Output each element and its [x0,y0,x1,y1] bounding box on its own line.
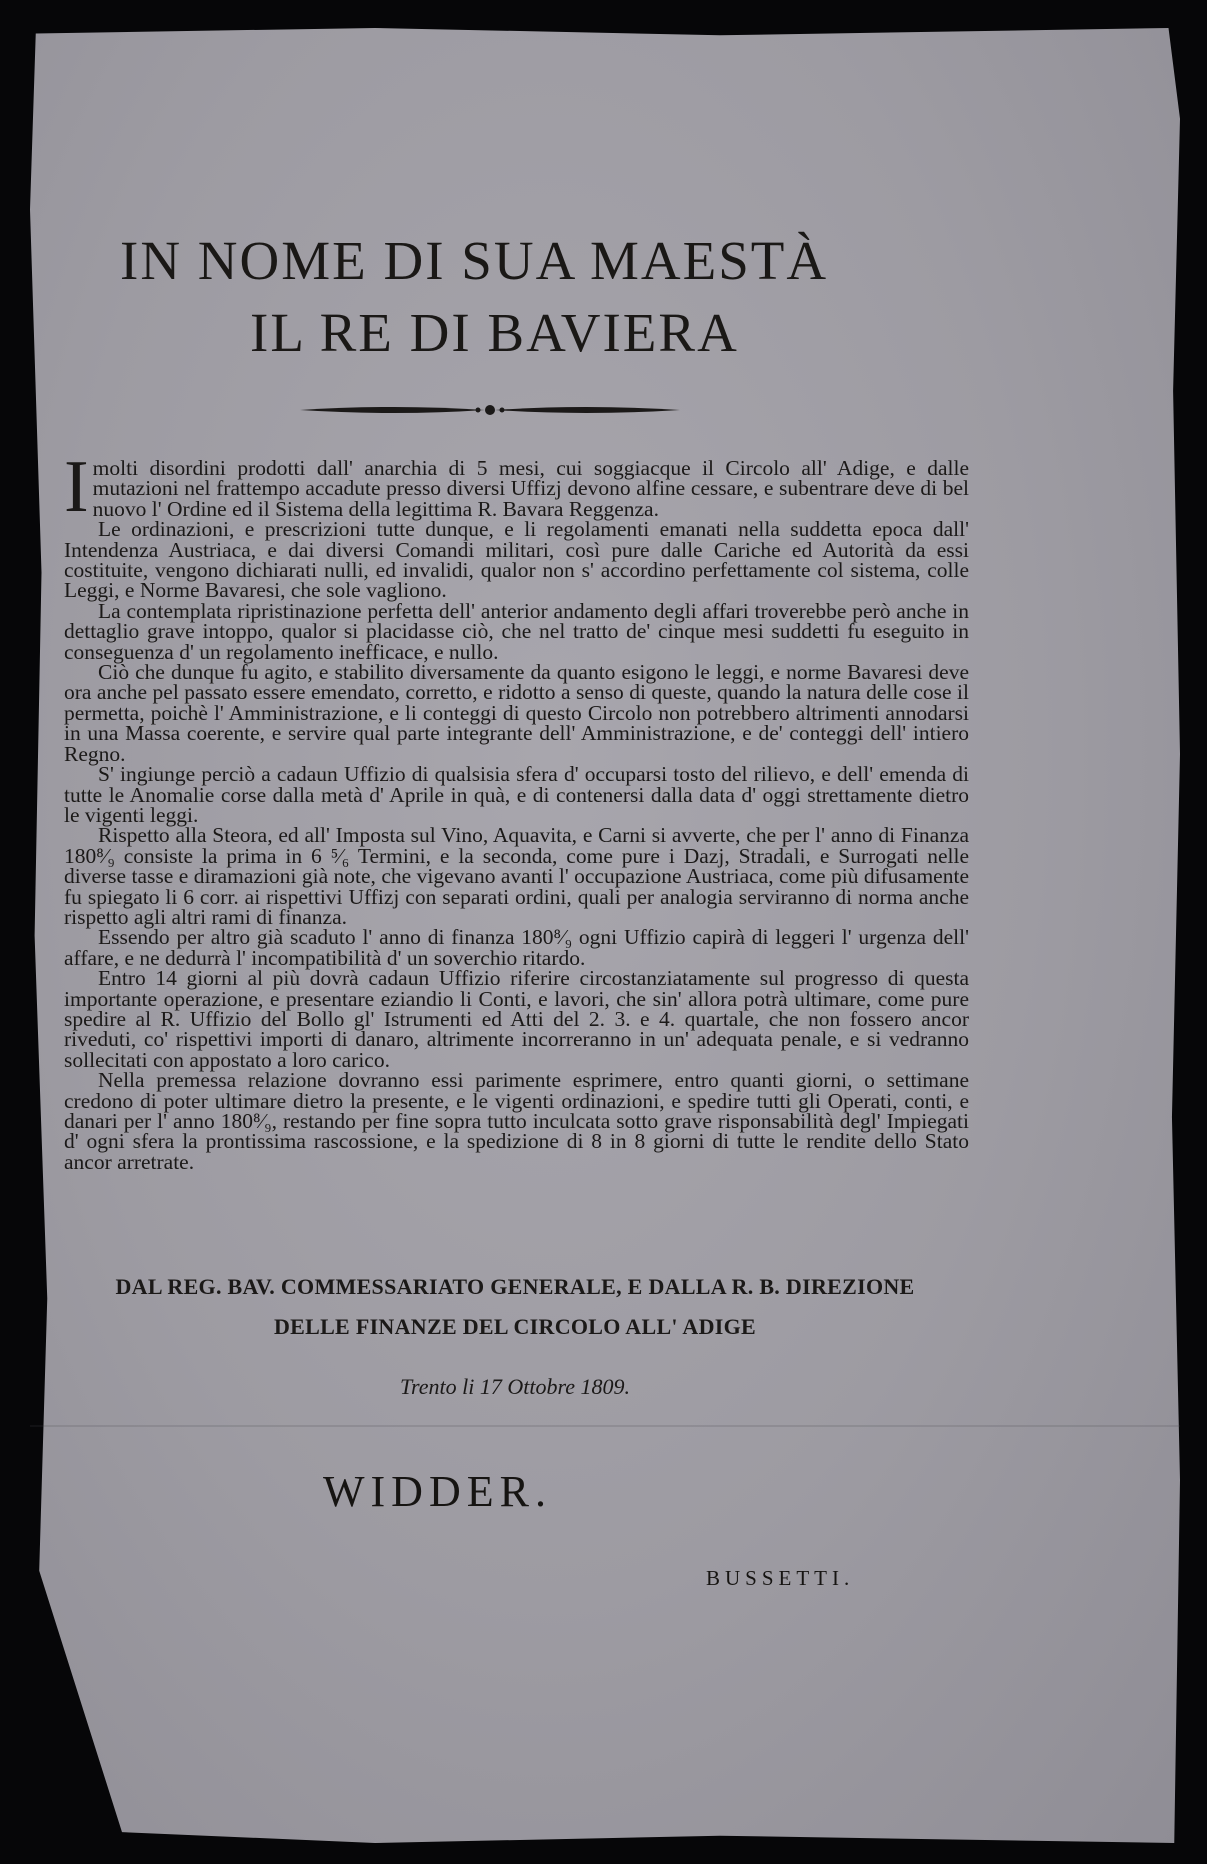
signature-widder: WIDDER. [323,1467,552,1516]
paragraph: Essendo per altro già scaduto l' anno di finanza 180⁸⁄₉ ogni Uffizio capirà di leggeri l' urgenza dell' affare, e ne dedurrà l' incompatibilità d' un soverchio ritardo. [64,925,969,970]
issuer-line-2: DELLE FINANZE DEL CIRCOLO ALL' ADIGE [273,1314,757,1339]
heading-line-1: IN NOME DI SUA MAESTÀ [120,230,829,291]
date-line: Trento li 17 Ottobre 1809. [400,1374,630,1399]
paragraph: Ciò che dunque fu agito, e stabilito diversamente da quanto esigono le leggi, e norme Bavaresi deve ora anche pel passato essere emendato, corretto, e ridotto a senso di queste, quando la natura delle cose il permetta, poichè l' Amministrazione, e li conteggi di questo Circolo non potrebbero altrimenti annodarsi in una Massa coerente, e servire qual parte integrante dell' Amministrazione, e de' conteggi dell' intiero Regno. [64,660,969,766]
paragraph: Entro 14 giorni al più dovrà cadaun Uffizio riferire circostanziatamente sul progresso di questa importante operazione, e presentare eziandio li Conti, e lavori, che sin' allora potrà ultimare, come pure spedire al R. Uffizio del Bollo gl' Istrumenti ed Atti del 2. 3. e 4. quartale, che non fossero ancor riveduti, co' rispettivi importi di danaro, altrimente incorreranno in un' adequata penale, e si vedranno sollecitati con appostato a loro carico. [64,966,969,1072]
paragraph-text: molti disordini prodotti dall' anarchia di 5 mesi, cui soggiacque il Circolo all' Adige, e dalle mutazioni nel frattempo accadute presso diversi Uffizj devono alfine cessare, e subentrare deve di bel nuovo l' Ordine ed il Sistema della legittima R. Bavara Reggenza. [92,456,969,521]
drop-cap: I [64,446,89,528]
heading-line-2: IL RE DI BAVIERA [250,302,739,363]
paragraph: La contemplata ripristinazione perfetta dell' anterior andamento degli affari troverebbe però anche in dettaglio grave intoppo, qualor si placidasse ciò, che nel tratto de' cinque mesi suddetti fu eseguito in conseguenza d' un regolamento inefficace, e nullo. [64,598,969,664]
issuer-line-1: DAL REG. BAV. COMMESSARIATO GENERALE, E DALLA R. B. DIREZIONE [115,1274,915,1299]
paragraph: S' ingiunge perciò a cadaun Uffizio di qualsisia sfera d' occuparsi tosto del rilievo, e dell' emenda di tutte le Anomalie corse dalla metà d' Aprile in quà, e di contenersi dalla data d' oggi strettamente dietro le vigenti leggi. [64,762,969,827]
ornament-divider [300,398,680,422]
paragraph: Nella premessa relazione dovranno essi parimente esprimere, entro quanti giorni, o settimane credono di poter ultimare dietro la presente, e le vigenti ordinazioni, e spedire tutti gli Operati, conti, e danari per l' anno 180⁸⁄₉, restando per fine sopra tutto inculcata sotto grave risponsabilità degl' Impiegati d' ogni sfera la prontissima rascossione, e la spedizione di 8 in 8 giorni di tutte le rendite dello Stato ancor arretrate. [64,1068,969,1174]
decree-body [64,446,969,1174]
paragraph: Le ordinazioni, e prescrizioni tutte dunque, e li regolamenti emanati nella suddetta epoca dall' Intendenza Austriaca, e dai diversi Comandi militari, così pure dalle Cariche ed Autorità da essi costituite, vengono dichiarati nulli, ed invalidi, qualor non s' accordino perfettamente col sistema, colle Leggi, e Norme Bavaresi, che sole vagliono. [64,517,969,603]
paragraph [64,446,969,528]
paragraph: Rispetto alla Steora, ed all' Imposta sul Vino, Aquavita, e Carni si avverte, che per l' anno di Finanza 180⁸⁄₉ consiste la prima in 6 ⁵⁄₆ Termini, e la seconda, come pure i Dazj, Stradali, e Surrogati nelle diverse tasse e diramazioni già note, che vigevano avanti l' occupazione Austriaca, come più difusamente fu spiegato li 6 corr. ai rispettivi Uffizj con separati ordini, quali per analogia serviranno di norma anche rispetto agli altri rami di finanza. [64,823,969,929]
paper-fold [30,1425,1180,1427]
signature-bussetti: BUSSETTI. [706,1566,855,1590]
